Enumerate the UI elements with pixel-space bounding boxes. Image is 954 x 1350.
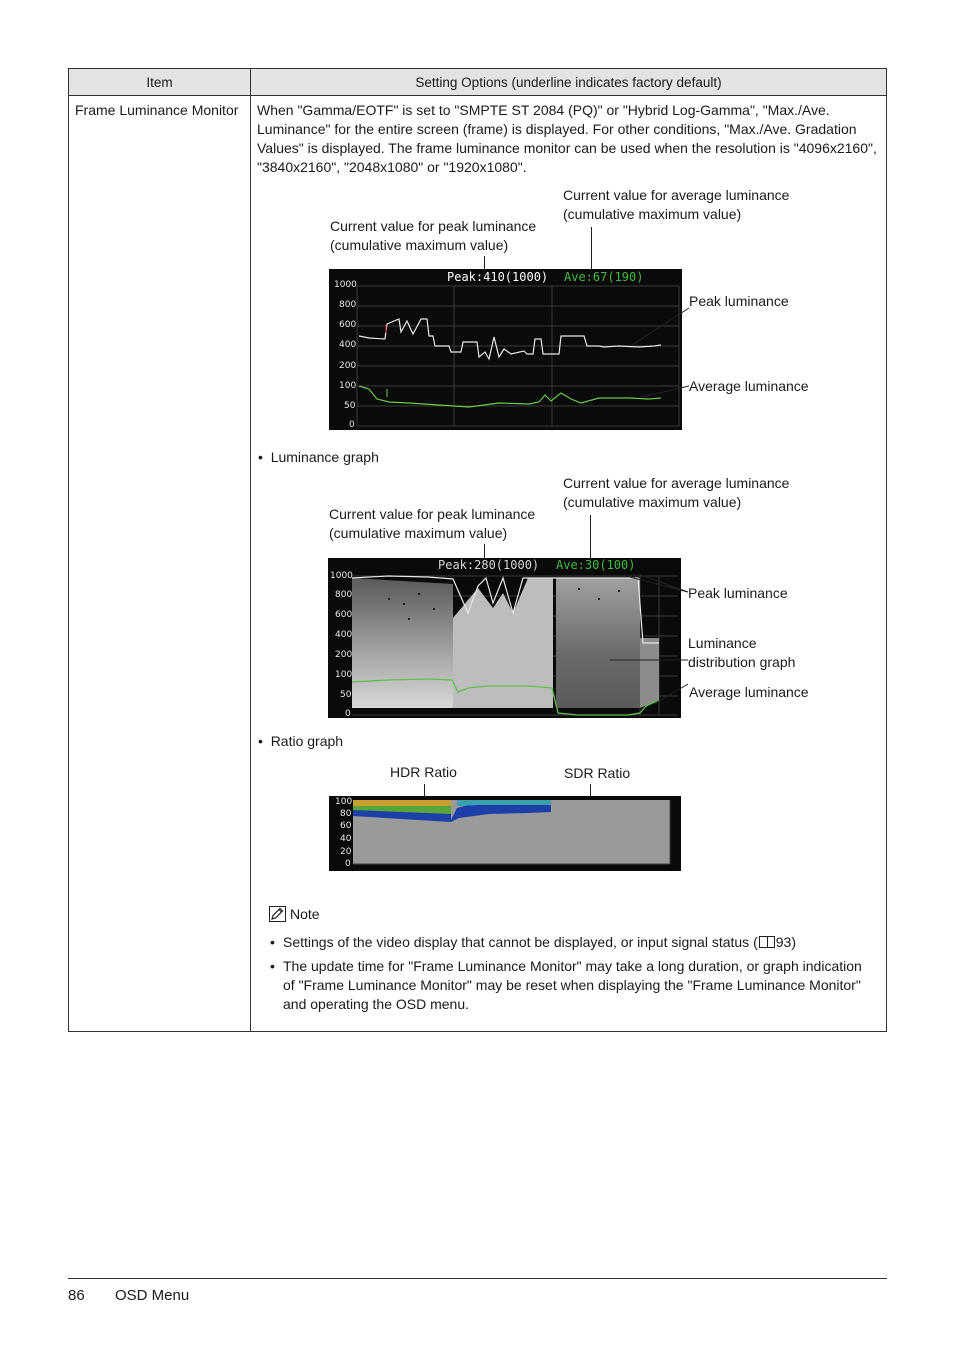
fig3-caption: • Ratio graph <box>258 733 344 749</box>
header-setting-options: Setting Options (underline indicates factory default) <box>415 75 722 90</box>
footer-section-title: OSD Menu <box>115 1287 190 1304</box>
fig2-label-distribution-line1: Luminance <box>688 635 757 651</box>
fig3-graph-panel <box>329 796 681 871</box>
fig2-ytick: 800 <box>335 590 353 600</box>
header-item: Item <box>146 75 173 90</box>
fig3-ytick: 80 <box>340 809 352 819</box>
footer-rule <box>68 1278 887 1279</box>
row-description: When "Gamma/EOTF" is set to "SMPTE ST 2084 (PQ)" or "Hybrid Log-Gamma", "Max./Ave. Luminance" for the entire screen (frame) is displayed. For other conditions, "Max./Ave. Gradation Values" is displayed. The frame luminance monitor can be used when the resolution is "4096x2160", "3840x2160", "2048x1080" or "1920x1080". <box>257 102 877 175</box>
fig3-ytick: 40 <box>340 834 352 844</box>
fig3-ytick: 100 <box>335 797 353 807</box>
fig2-ytick: 400 <box>335 630 353 640</box>
fig2-ytick: 100 <box>335 670 353 680</box>
note-bullet-marker-2: • <box>270 958 275 974</box>
fig1-peak-line <box>359 319 661 359</box>
fig3-plot-svg <box>329 796 681 871</box>
fig2-ytick: 1000 <box>330 571 353 581</box>
fig1-ytick: 0 <box>349 420 355 430</box>
fig3-ytick: 60 <box>340 821 352 831</box>
fig2-peak-readout: Peak:280(1000) <box>438 558 540 572</box>
fig2-ave-readout: Ave:30(100) <box>556 558 636 572</box>
note-bullet-1-end: ) <box>791 934 796 950</box>
fig2-caption-text: Luminance graph <box>270 449 379 465</box>
fig1-ave-readout: Ave:67(190) <box>564 270 644 284</box>
settings-table <box>68 68 887 1032</box>
fig2-leader-average <box>590 515 591 561</box>
fig2-leaders-right <box>608 570 690 710</box>
fig2-ytick: 200 <box>335 650 353 660</box>
footer-page-number: 86 <box>68 1287 85 1304</box>
fig1-ytick: 100 <box>339 381 357 391</box>
fig2-ytick: 600 <box>335 610 353 620</box>
fig1-ytick: 50 <box>344 401 356 411</box>
row-item-label: Frame Luminance Monitor <box>75 102 239 118</box>
fig1-callout-peak-line1: Current value for peak luminance <box>330 218 537 234</box>
table-header <box>69 69 886 96</box>
fig1-ytick: 400 <box>339 340 357 350</box>
fig2-distribution-left <box>352 578 453 708</box>
note-title: Note <box>290 906 320 922</box>
fig1-callout-average-line1: Current value for average luminance <box>563 187 790 203</box>
fig3-hdr-orange-band <box>353 800 451 806</box>
fig3-ytick: 0 <box>345 859 351 869</box>
column-divider <box>250 69 251 1031</box>
fig1-leaders-right <box>630 300 692 400</box>
fig1-label-peak-luminance: Peak luminance <box>689 293 789 309</box>
fig2-callout-peak-line2: (cumulative maximum value) <box>329 525 508 541</box>
book-icon <box>759 936 775 948</box>
fig2-caption: • Luminance graph <box>258 449 379 465</box>
fig1-leader-average <box>591 227 592 272</box>
note-bullet-1-page[interactable]: 93 <box>775 934 792 950</box>
fig1-ytick: 200 <box>339 361 357 371</box>
fig3-label-hdr-ratio: HDR Ratio <box>390 764 457 780</box>
note-bullet-1 <box>283 933 873 952</box>
fig2-label-distribution-line2: distribution graph <box>688 654 796 670</box>
note-pencil-icon <box>269 906 286 922</box>
fig2-label-average-luminance: Average luminance <box>689 684 809 700</box>
fig1-peak-readout: Peak:410(1000) <box>447 270 549 284</box>
fig2-ytick: 50 <box>340 690 352 700</box>
note-bullet-marker-1: • <box>270 934 275 950</box>
fig1-ytick: 1000 <box>334 280 357 290</box>
fig2-callout-average-line2: (cumulative maximum value) <box>563 494 742 510</box>
fig1-callout-average-line2: (cumulative maximum value) <box>563 206 742 222</box>
fig1-label-average-luminance: Average luminance <box>689 378 809 394</box>
fig2-callout-average-line1: Current value for average luminance <box>563 475 790 491</box>
fig1-callout-peak-line2: (cumulative maximum value) <box>330 237 509 253</box>
fig3-ytick: 20 <box>340 847 352 857</box>
fig2-label-peak-luminance: Peak luminance <box>688 585 788 601</box>
fig2-callout-peak-line1: Current value for peak luminance <box>329 506 536 522</box>
fig3-label-sdr-ratio: SDR Ratio <box>564 765 631 781</box>
fig1-average-line <box>359 386 661 407</box>
note-bullet-2: The update time for "Frame Luminance Monitor" may take a long duration, or graph indication of "Frame Luminance Monitor" may be reset when displaying the "Frame Luminance Monitor" and operating the OSD menu. <box>283 958 862 1012</box>
fig3-caption-text: Ratio graph <box>270 733 344 749</box>
fig1-ytick: 600 <box>339 320 357 330</box>
fig1-ytick: 800 <box>339 300 357 310</box>
note-bullet-1-text: Settings of the video display that cannot be displayed, or input signal status ( <box>283 934 758 950</box>
fig2-ytick: 0 <box>345 709 351 719</box>
